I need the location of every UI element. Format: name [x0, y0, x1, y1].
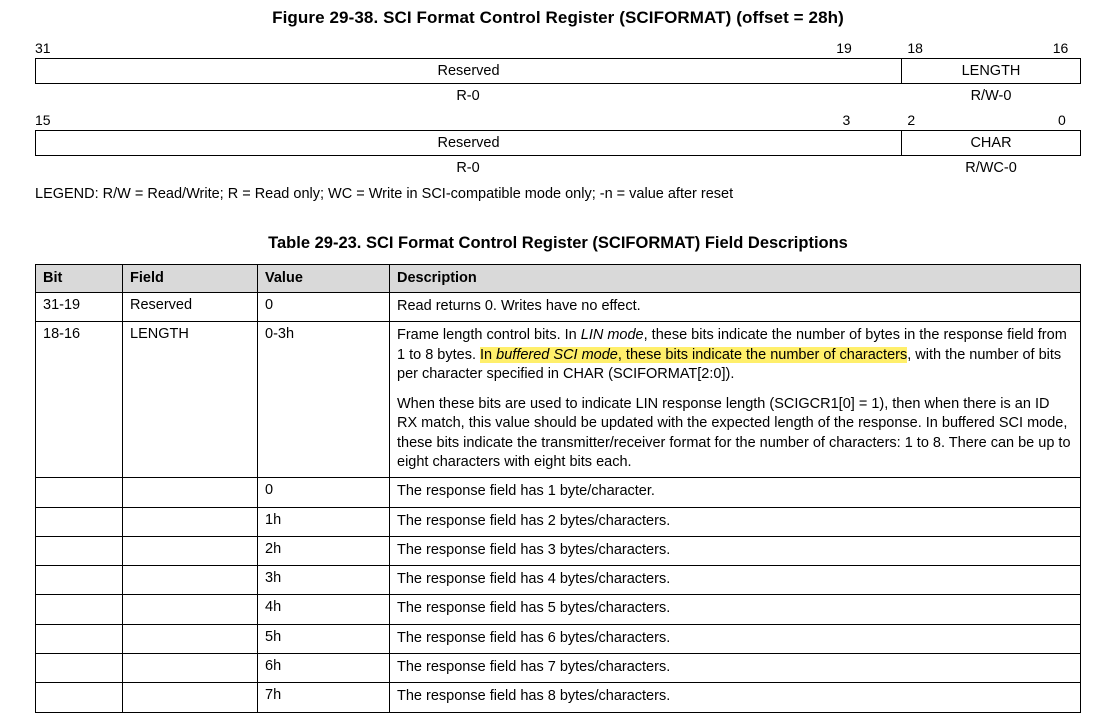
description-text: Read returns 0. Writes have no effect. — [397, 298, 641, 314]
table-title: Table 29-23. SCI Format Control Register (SCIFORMAT) Field Descriptions — [268, 234, 848, 252]
description-paragraph — [397, 658, 1073, 677]
bit-number: 16 — [1052, 40, 1069, 56]
column-header-description: Description — [390, 265, 1081, 293]
description-text: The response field has 6 bytes/characters. — [397, 629, 671, 646]
cell-bit — [36, 478, 123, 507]
cell-description — [390, 507, 1081, 536]
description-text: When these bits are used to indicate LIN response length (SCIGCR1[0] = 1), then when there is an ID RX match, this value should be updated with the expected length of the response. In buffered SCI mode, these bits indicate the transmitter/receiver format for the number of characters: 1 to 8. There can be up to eight characters with eight bits each. — [397, 396, 1071, 470]
table-row — [36, 683, 1081, 712]
bit-number: 3 — [842, 112, 851, 128]
table-row — [36, 653, 1081, 682]
bit-number: 18 — [907, 40, 923, 56]
description-paragraph — [397, 541, 1073, 560]
highlighted-text: , these bits indicate the number of characters — [617, 346, 908, 363]
column-header-bit: Bit — [36, 265, 123, 293]
cell-field — [123, 566, 258, 595]
highlighted-emphasis-text: buffered SCI mode — [496, 346, 618, 363]
highlighted-text: In — [480, 346, 497, 363]
table-row — [36, 595, 1081, 624]
cell-bit: 31-19 — [36, 293, 123, 322]
description-paragraph — [397, 482, 1073, 501]
description-text: Frame length control bits. In — [397, 327, 581, 344]
cell-bit — [36, 683, 123, 712]
table-row — [36, 624, 1081, 653]
description-paragraph — [397, 395, 1073, 472]
column-header-value: Value — [258, 265, 390, 293]
description-text: , these bits indicate the number of bytes in the response field from 1 to 8 bytes. — [397, 327, 1067, 363]
cell-value: 2h — [258, 536, 390, 565]
cell-value: 3h — [258, 566, 390, 595]
cell-value: 0-3h — [258, 322, 390, 478]
cell-value: 0 — [258, 478, 390, 507]
description-text: The response field has 5 bytes/characters. — [397, 600, 671, 617]
cell-description — [390, 653, 1081, 682]
description-paragraph — [397, 297, 1073, 316]
table-header-row — [36, 265, 1081, 293]
cell-field — [123, 478, 258, 507]
cell-value: 6h — [258, 653, 390, 682]
register-row-lower — [35, 130, 1081, 156]
cell-description — [390, 478, 1081, 507]
cell-value: 7h — [258, 683, 390, 712]
description-paragraph — [397, 326, 1073, 384]
reset-value-reserved: R-0 — [456, 88, 480, 104]
cell-description — [390, 624, 1081, 653]
cell-bit — [36, 624, 123, 653]
cell-description — [390, 293, 1081, 322]
register-diagram — [35, 40, 1081, 180]
bit-number: 19 — [836, 40, 852, 56]
cell-bit — [36, 566, 123, 595]
description-text: The response field has 3 bytes/characters. — [397, 541, 671, 558]
register-field-char: CHAR — [970, 135, 1012, 151]
figure-title: Figure 29-38. SCI Format Control Register (SCIFORMAT) (offset = 28h) — [272, 8, 844, 27]
description-text: , with the number of bits per character specified in CHAR (SCIFORMAT[2:0]). — [397, 346, 1062, 382]
cell-value: 1h — [258, 507, 390, 536]
cell-description — [390, 683, 1081, 712]
description-paragraph — [397, 570, 1073, 589]
cell-field: LENGTH — [123, 322, 258, 478]
description-text: The response field has 8 bytes/characters. — [397, 688, 671, 705]
description-text: The response field has 2 bytes/characters. — [397, 512, 671, 529]
register-reset-row-lower — [35, 156, 1081, 180]
cell-field: Reserved — [123, 293, 258, 322]
table-header — [36, 265, 1081, 293]
description-text: The response field has 7 bytes/characters. — [397, 658, 671, 675]
cell-value: 0 — [258, 293, 390, 322]
emphasis-text: LIN mode — [580, 327, 644, 344]
cell-field — [123, 653, 258, 682]
bit-number: 2 — [907, 112, 916, 128]
field-descriptions-table — [35, 264, 1081, 713]
cell-field — [123, 595, 258, 624]
cell-field — [123, 536, 258, 565]
register-field-reserved: Reserved — [36, 131, 902, 155]
table-body — [36, 293, 1081, 713]
bit-number-row-upper — [35, 40, 1081, 58]
register-reset-row-upper — [35, 84, 1081, 108]
cell-value: 4h — [258, 595, 390, 624]
cell-field — [123, 624, 258, 653]
cell-description — [390, 536, 1081, 565]
bit-number-row-lower — [35, 112, 1081, 130]
bit-number: 15 — [35, 112, 51, 128]
table-row — [36, 536, 1081, 565]
cell-bit — [36, 653, 123, 682]
legend-text: LEGEND: R/W = Read/Write; R = Read only; WC = Write in SCI-compatible mode only; -n = value after reset — [35, 186, 734, 202]
column-header-field: Field — [123, 265, 258, 293]
cell-field — [123, 507, 258, 536]
bit-number: 0 — [1057, 112, 1066, 128]
table-row — [36, 478, 1081, 507]
description-paragraph — [397, 599, 1073, 618]
description-text: The response field has 1 byte/character. — [397, 483, 655, 500]
register-field-length: LENGTH — [961, 63, 1021, 79]
cell-bit: 18-16 — [36, 322, 123, 478]
register-field-reserved: Reserved — [36, 59, 902, 83]
description-text: The response field has 4 bytes/characters. — [397, 571, 671, 588]
cell-description — [390, 595, 1081, 624]
description-paragraph — [397, 629, 1073, 648]
description-paragraph — [397, 512, 1073, 531]
cell-bit — [36, 536, 123, 565]
register-row-upper — [35, 58, 1081, 84]
table-row — [36, 566, 1081, 595]
cell-description — [390, 322, 1081, 478]
bit-number: 31 — [35, 40, 51, 56]
description-paragraph — [397, 687, 1073, 706]
table-row — [36, 507, 1081, 536]
cell-field — [123, 683, 258, 712]
reset-value-reserved: R-0 — [456, 160, 480, 176]
cell-bit — [36, 595, 123, 624]
table-row — [36, 293, 1081, 322]
table-row — [36, 322, 1081, 478]
cell-value: 5h — [258, 624, 390, 653]
cell-bit — [36, 507, 123, 536]
reset-value-char: R/WC-0 — [965, 160, 1017, 176]
reset-value-length: R/W-0 — [970, 88, 1012, 104]
cell-description — [390, 566, 1081, 595]
